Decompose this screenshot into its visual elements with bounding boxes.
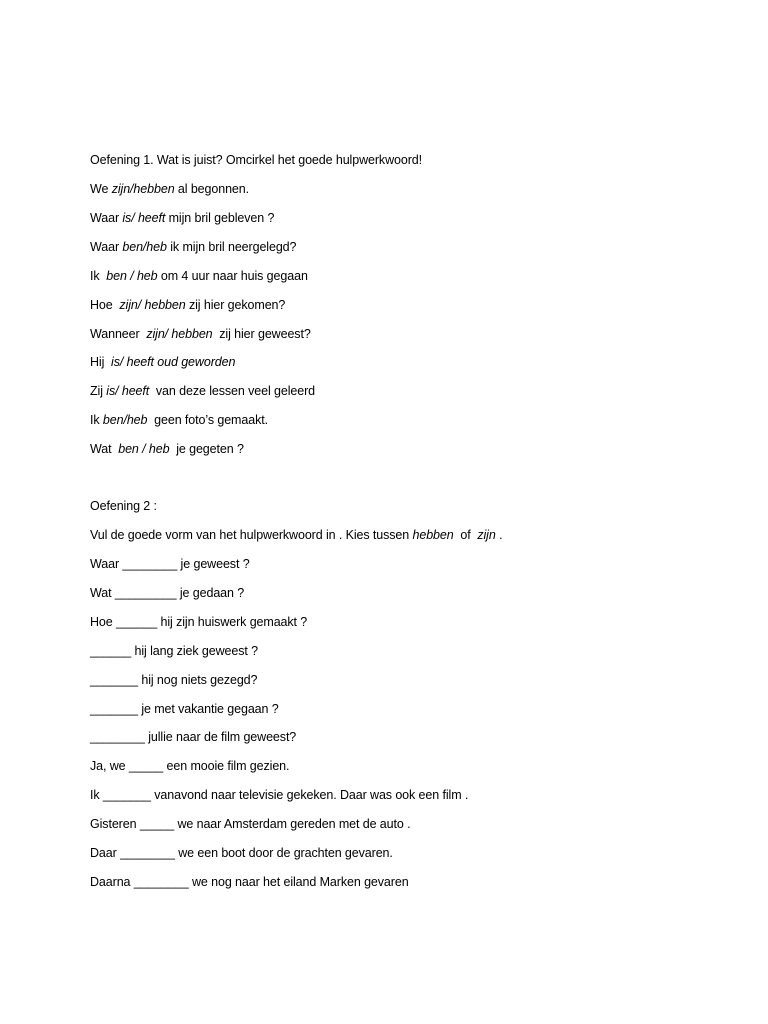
exercise2-sentence: [90, 614, 710, 630]
exercise1-sentence: [90, 412, 710, 428]
sentence-text: Ja, we _____ een mooie film gezien.: [90, 759, 290, 774]
sentence-text: Ik _______ vanavond naar televisie gekeken. Daar was ook een film .: [90, 788, 469, 803]
sentence-text: .: [495, 528, 503, 542]
sentence-text: Hoe: [90, 297, 120, 312]
sentence-text: ______ hij lang ziek geweest ?: [90, 643, 258, 658]
verb-option: ben / heb: [118, 442, 170, 457]
exercise2-sentence: [90, 643, 710, 659]
sentence-text: Hoe ______ hij zijn huiswerk gemaakt ?: [90, 614, 308, 629]
exercise1-sentence: [90, 181, 710, 197]
verb-option: ben/heb: [102, 413, 148, 428]
sentence-text: zij hier geweest?: [212, 326, 311, 341]
verb-option: zijn/hebben: [111, 182, 175, 196]
exercise1-sentence: [90, 239, 710, 255]
verb-option: ben / heb: [106, 268, 158, 283]
exercise1-sentence: [90, 354, 710, 370]
sentence-text: Daarna ________ we nog naar het eiland Marken gevaren: [90, 874, 409, 889]
sentence-text: Waar ________ je geweest ?: [90, 557, 250, 571]
verb-option: ben/heb: [122, 239, 167, 254]
sentence-text: Ik: [90, 268, 107, 283]
sentence-text: Wat: [90, 442, 119, 457]
sentence-text: om 4 uur naar huis gegaan: [157, 268, 308, 283]
sentence-text: Wat _________ je gedaan ?: [90, 585, 245, 600]
sentence-text: ik mijn bril neergelegd?: [166, 239, 297, 254]
sentence-text: Daar ________ we een boot door de grachten gevaren.: [90, 846, 393, 860]
verb-option: hebben: [412, 528, 454, 542]
exercise2-sentence: [90, 672, 710, 688]
exercise2-instruction: [90, 527, 710, 543]
sentence-text: geen foto’s gemaakt.: [147, 413, 268, 428]
exercise1-sentence: [90, 297, 710, 313]
sentence-text: Ik: [90, 413, 103, 428]
sentence-text: Waar: [90, 210, 123, 225]
sentence-text: ________ jullie naar de film geweest?: [90, 730, 297, 745]
verb-option: is/ heeft oud geworden: [111, 355, 236, 370]
exercise1-sentence: [90, 210, 710, 226]
exercise1-sentence: [90, 268, 710, 284]
sentence-text: _______ hij nog niets gezegd?: [90, 672, 258, 687]
sentence-text: Hij: [90, 355, 112, 370]
exercise2-sentence: [90, 758, 710, 774]
sentence-text: _______ je met vakantie gegaan ?: [90, 701, 279, 716]
sentence-text: of: [453, 528, 478, 542]
exercise1-sentence: [90, 326, 710, 342]
sentence-text: We: [90, 182, 112, 196]
exercise1-heading: Oefening 1. Wat is juist? Omcirkel het goede hulpwerkwoord!: [90, 153, 422, 167]
exercise1-sentence: [90, 441, 710, 457]
exercise2-heading: Oefening 2 :: [90, 499, 157, 513]
exercise2-sentence: [90, 874, 710, 890]
exercise2-sentence: [90, 816, 710, 832]
verb-option: is/ heeft: [122, 210, 166, 225]
sentence-text: van deze lessen veel geleerd: [149, 384, 316, 399]
exercise2-sentence: [90, 845, 710, 861]
exercise1-sentence: [90, 383, 710, 399]
sentence-text: mijn bril gebleven ?: [165, 210, 275, 225]
sentence-text: Waar: [90, 239, 123, 254]
sentence-text: al begonnen.: [174, 182, 250, 196]
verb-option: zijn: [477, 528, 496, 542]
sentence-text: je gegeten ?: [169, 442, 244, 457]
exercise2-sentence: [90, 556, 710, 572]
verb-option: zijn/ hebben: [119, 297, 186, 312]
exercise2-sentence: [90, 701, 710, 717]
sentence-text: Zij: [90, 384, 107, 399]
exercise2-sentence: [90, 787, 710, 803]
exercise2-sentence: [90, 729, 710, 745]
sentence-text: Wanneer: [90, 326, 147, 341]
sentence-text: Gisteren _____ we naar Amsterdam gereden met de auto .: [90, 817, 411, 832]
verb-option: is/ heeft: [106, 384, 150, 399]
exercise2-sentence: [90, 585, 710, 601]
sentence-text: zij hier gekomen?: [185, 297, 286, 312]
sentence-text: Vul de goede vorm van het hulpwerkwoord in . Kies tussen: [90, 528, 413, 542]
verb-option: zijn/ hebben: [146, 326, 213, 341]
